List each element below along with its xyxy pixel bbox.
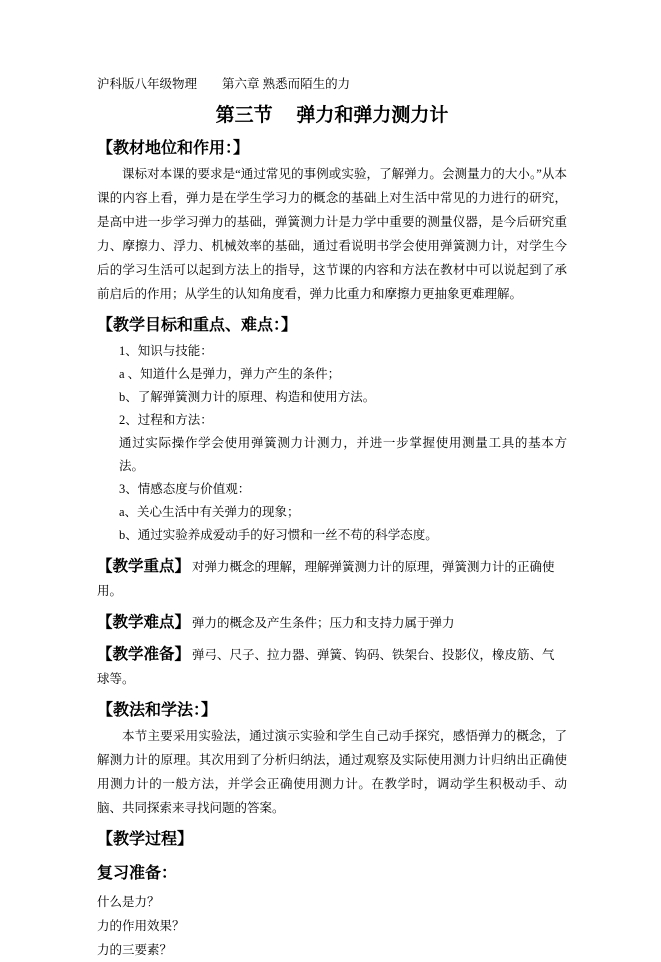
section-key-point xyxy=(97,555,567,603)
list-item: b、通过实验养成爱动手的好习惯和一丝不苟的科学态度。 xyxy=(119,528,438,542)
list-item: a 、知道什么是弹力，弹力产生的条件； xyxy=(119,367,341,381)
doc-header: 沪科版八年级物理 第六章 熟悉而陌生的力 xyxy=(97,77,351,91)
section-heading-goals: 【教学目标和重点、难点：】 xyxy=(97,317,298,334)
section-heading-material: 【教材地位和作用：】 xyxy=(97,140,250,157)
list-item: 3、情感态度与价值观： xyxy=(119,482,251,496)
review-questions xyxy=(97,890,567,962)
key-point-text: 对弹力概念的理解，理解弹簧测力计的原理，弹簧测力计的正确使用。 xyxy=(97,560,555,598)
difficulty-text: 弹力的概念及产生条件；压力和支持力属于弹力 xyxy=(192,616,455,630)
question-line: 力的三要素？ xyxy=(97,943,173,957)
list-item: b、了解弹簧测力计的原理、构造和使用方法。 xyxy=(119,390,376,404)
doc-title: 第三节 弹力和弹力测力计 xyxy=(215,105,449,126)
list-item: a、关心生活中有关弹力的现象； xyxy=(119,505,300,519)
goals-list xyxy=(97,340,567,547)
section-preparation xyxy=(97,643,567,691)
list-item: 通过实际操作学会使用弹簧测力计测力，并进一步掌握使用测量工具的基本方法。 xyxy=(119,436,567,473)
section-heading-process: 【教学过程】 xyxy=(97,831,194,848)
list-item: 1、知识与技能： xyxy=(119,344,213,358)
preparation-heading: 【教学准备】 xyxy=(97,646,191,663)
material-paragraph: 课标对本课的要求是“通过常见的事例或实验，了解弹力。会测量力的大小。”从本课的内容上看，弹力是在学生学习力的概念的基础上对生活中常见的力进行的研究，是高中进一步学习弹力的基础，弹簧测力计是力学中重要的测量仪器，是今后研究重力、摩擦力、浮力、机械效率的基础，通过看说明书学会使用弹簧测力计，对学生今后的学习生活可以起到方法上的指导，这节课的内容和方法在教材中可以说起到了承前启后的作用；从学生的认知角度看，弹力比重力和摩擦力更抽象更难理解。 xyxy=(97,167,567,301)
preparation-text: 弹弓、尺子、拉力器、弹簧、钩码、铁架台、投影仪，橡皮筋、气球等。 xyxy=(97,648,555,686)
question-line: 什么是力？ xyxy=(97,895,160,909)
review-heading: 复习准备： xyxy=(97,865,178,882)
section-difficulty xyxy=(97,611,567,635)
difficulty-heading: 【教学难点】 xyxy=(97,614,191,631)
key-point-heading: 【教学重点】 xyxy=(97,558,191,575)
methods-paragraph: 本节主要采用实验法，通过演示实验和学生自己动手探究，感悟弹力的概念，了解测力计的原理。其次用到了分析归纳法，通过观察及实际使用测力计归纳出正确使用测力计的一般方法，并学会正确使用测力计。在教学时，调动学生积极动手、动脑、共同探索来寻找问题的答案。 xyxy=(97,729,567,815)
list-item: 2、过程和方法： xyxy=(119,413,213,427)
section-heading-methods: 【教法和学法：】 xyxy=(97,702,218,719)
question-line: 力的作用效果？ xyxy=(97,919,185,933)
